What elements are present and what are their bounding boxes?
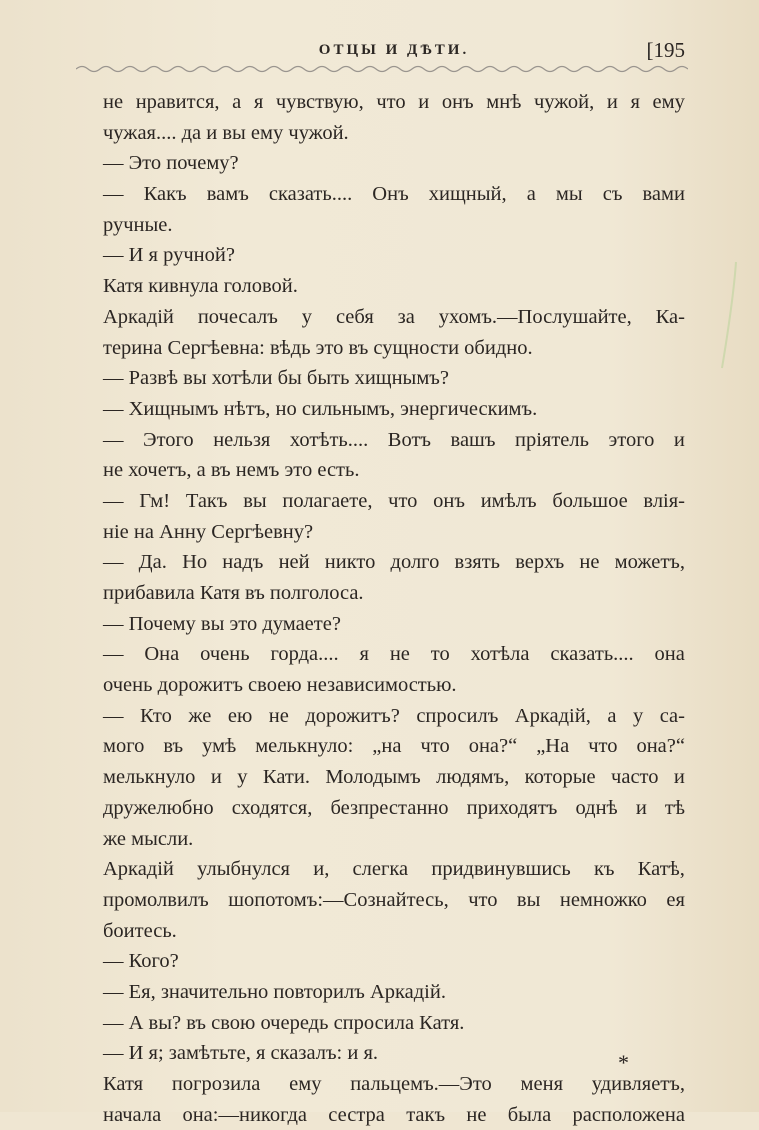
text-line: — Она очень горда.... я не то хотѣла сказать.... она <box>103 643 685 666</box>
text-line: начала она:—никогда сестра такъ не была расположена <box>103 1103 685 1126</box>
signature-mark: * <box>618 1050 629 1075</box>
text-line: — Кого? <box>103 950 179 973</box>
text-line: — Почему вы это думаете? <box>103 612 341 635</box>
text-line: не нравится, а я чувствую, что и онъ мнѣ чужой, и я ему <box>103 91 685 113</box>
text-line: боитесь. <box>103 919 177 942</box>
text-line: — Да. Но надъ ней никто долго взять верхъ не можетъ, <box>103 551 685 574</box>
text-line: мелькнуло и у Кати. Молодымъ людямъ, которые часто и <box>103 766 685 789</box>
text-line: — Развѣ вы хотѣли бы быть хищнымъ? <box>103 367 449 390</box>
text-line: — Ея, значительно повторилъ Аркадій. <box>103 980 446 1003</box>
page-number: [195 <box>646 38 685 62</box>
text-line: — Это почему? <box>103 152 239 175</box>
text-line: — Кто же ею не дорожитъ? спросилъ Аркадій, а у са- <box>103 704 685 727</box>
text-line: Катя погрозила ему пальцемъ.—Это меня удивляетъ, <box>103 1073 685 1095</box>
text-line: — Гм! Такъ вы полагаете, что онъ имѣлъ большое влія- <box>103 489 685 512</box>
text-line: чужая.... да и вы ему чужой. <box>103 121 349 144</box>
text-line: — Хищнымъ нѣтъ, но сильнымъ, энергическимъ. <box>103 397 538 420</box>
text-line: же мысли. <box>103 827 194 850</box>
text-line: прибавила Катя въ полголоса. <box>103 582 364 604</box>
text-line: — Какъ вамъ сказать.... Онъ хищный, а мы съ вами <box>103 183 685 206</box>
text-line: ручные. <box>103 213 173 236</box>
text-line: ніе на Анну Сергѣевну? <box>103 520 314 543</box>
text-line: — Этого нельзя хотѣть.... Вотъ вашъ пріятель этого и <box>103 428 685 451</box>
header-wavy-rule <box>76 64 688 74</box>
page-body-text <box>103 87 685 1130</box>
text-line: мого въ умѣ мелькнуло: „на что она?“ „На что она?“ <box>103 735 685 758</box>
text-line: — А вы? въ свою очередь спросила Катя. <box>103 1011 465 1034</box>
text-line: Катя кивнула головой. <box>103 275 298 298</box>
text-line: Аркадій улыбнулся и, слегка придвинувшись къ Катѣ, <box>103 858 685 881</box>
text-line: Аркадій почесалъ у себя за ухомъ.—Послушайте, Ка- <box>103 305 685 328</box>
text-line: не хочетъ, а въ немъ это есть. <box>103 459 360 482</box>
running-title: ОТЦЫ И ДѢТИ. <box>318 42 470 58</box>
text-line: промолвилъ шопотомъ:—Сознайтесь, что вы немножко ея <box>103 888 685 911</box>
text-line: — И я ручной? <box>103 244 235 267</box>
text-line: терина Сергѣевна: вѣдь это въ сущности обидно. <box>103 336 533 359</box>
text-line: — И я; замѣтьте, я сказалъ: и я. <box>103 1042 379 1065</box>
margin-stain <box>718 260 742 370</box>
text-line: дружелюбно сходятся, безпрестанно приходятъ однѣ и тѣ <box>103 796 685 819</box>
text-line: очень дорожитъ своею независимостью. <box>103 674 457 697</box>
